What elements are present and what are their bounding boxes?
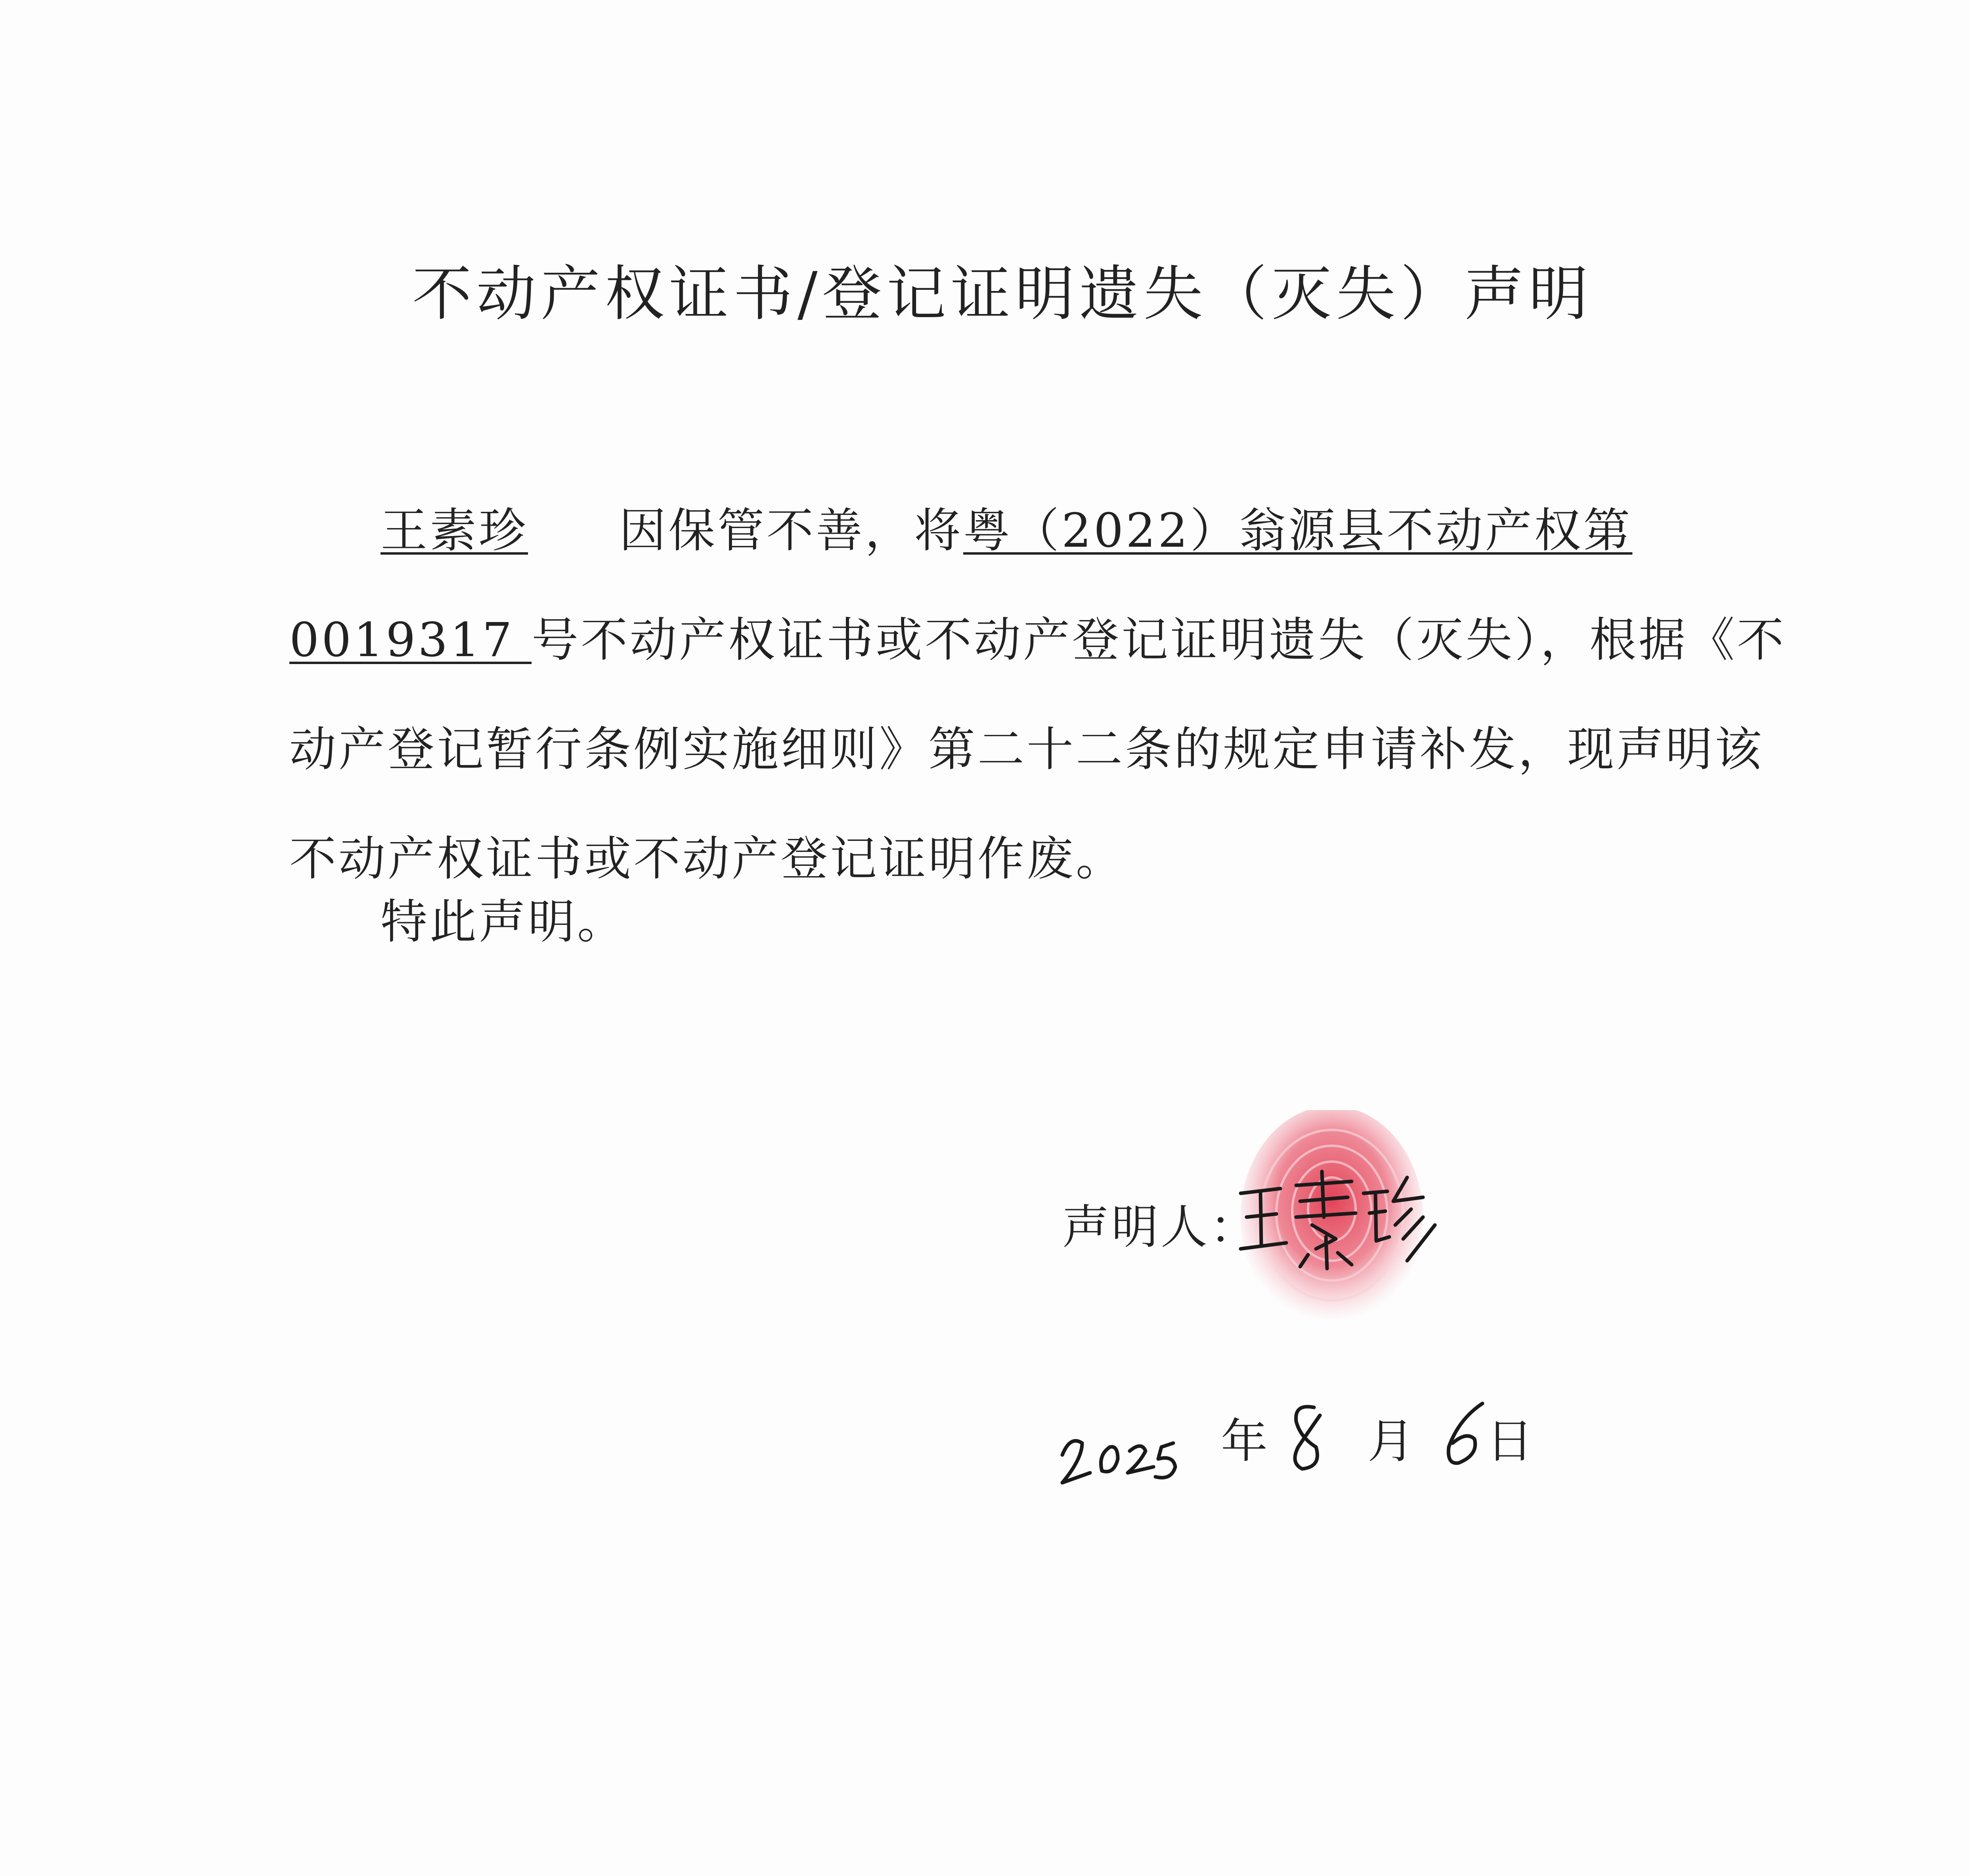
- certificate-number-part2: 0019317: [289, 613, 514, 667]
- date-year-label: 年: [1221, 1414, 1268, 1468]
- handwritten-year: [1054, 1403, 1197, 1491]
- body-line-1: [289, 476, 1685, 585]
- handwritten-month: [1282, 1399, 1330, 1479]
- body-line-4: 不动产权证书或不动产登记证明作废。: [289, 831, 1125, 886]
- closing-statement: 特此声明。: [381, 894, 627, 949]
- body-line-2: [289, 585, 1786, 695]
- document-title: 不动产权证书/登记证明遗失（灭失）声明: [412, 260, 1593, 329]
- body-line-2-text: 号不动产权证书或不动产登记证明遗失（灭失），根据《不: [532, 613, 1786, 667]
- date-day-label: 日: [1486, 1414, 1534, 1468]
- declarant-label: 声明人：: [1062, 1200, 1259, 1254]
- loss-reason: 因保管不善，将: [619, 503, 964, 558]
- date-month-label: 月: [1368, 1414, 1415, 1468]
- declarant-name-blank: [289, 503, 619, 558]
- handwritten-day: [1435, 1396, 1490, 1479]
- date-year-value: [1054, 1403, 1197, 1491]
- date-day-value: [1435, 1396, 1490, 1479]
- declaration-body: [289, 476, 1786, 913]
- date-month-value: [1282, 1399, 1330, 1479]
- body-line-3: 动产登记暂行条例实施细则》第二十二条的规定申请补发，现声明该: [289, 722, 1764, 777]
- declarant-name: 王素珍: [381, 503, 528, 558]
- certificate-number-part1: 粤（2022）翁源县不动产权第: [963, 503, 1633, 558]
- declaration-date: [1054, 1380, 1570, 1499]
- handwritten-signature: [1237, 1170, 1443, 1273]
